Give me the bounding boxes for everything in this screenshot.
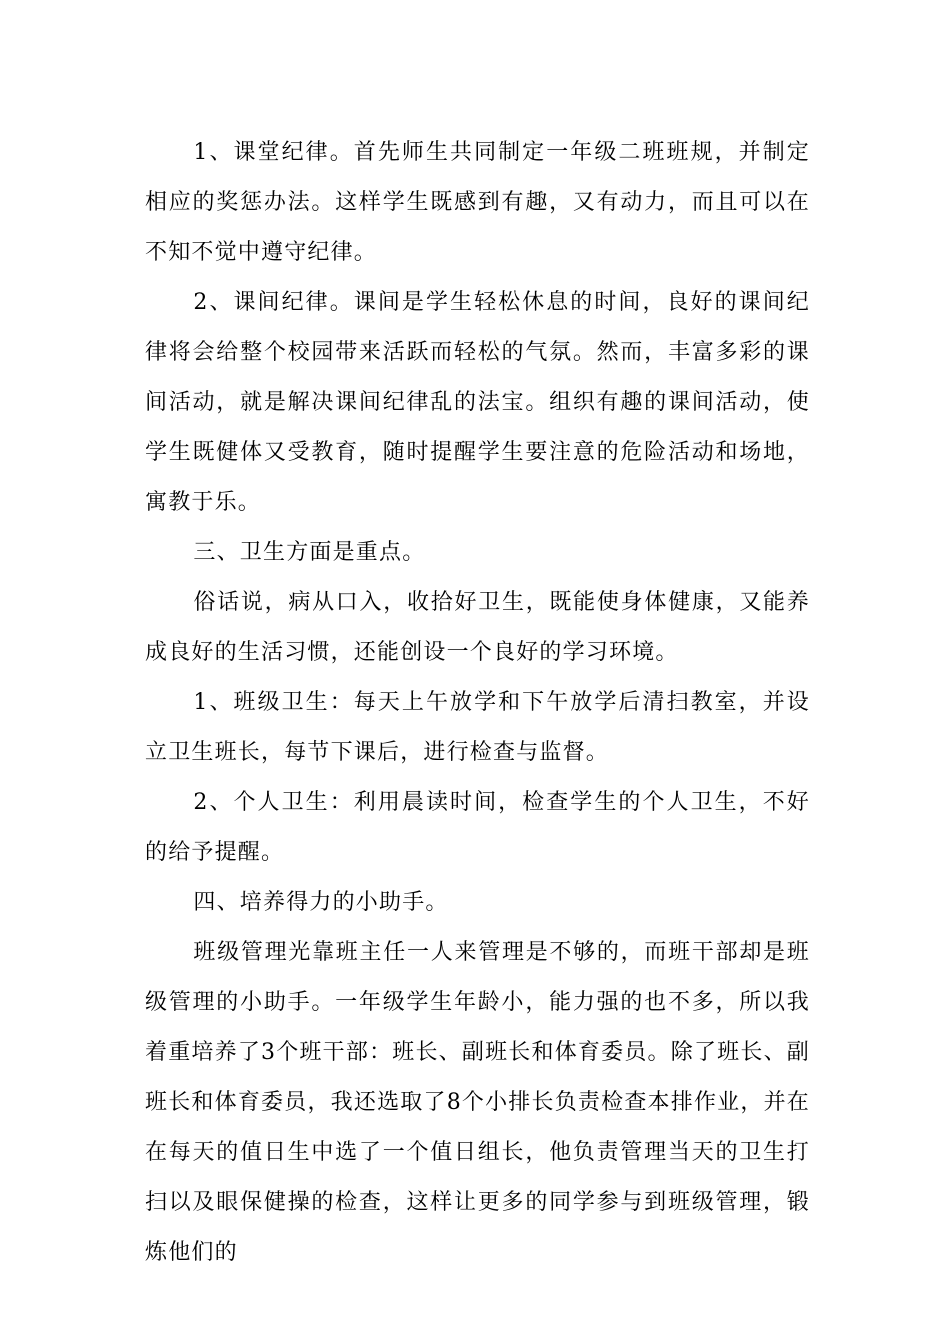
paragraph-hygiene-intro: 俗话说，病从口入，收拾好卫生，既能使身体健康，又能养成良好的生活习惯，还能创设一个良好的学习环境。 (145, 590, 810, 665)
paragraph-class-hygiene: 1、班级卫生：每天上午放学和下午放学后清扫教室，并设立卫生班长，每节下课后，进行检查与监督。 (145, 690, 810, 765)
heading-helpers: 四、培养得力的小助手。 (193, 890, 449, 915)
paragraph-break-discipline: 2、课间纪律。课间是学生轻松休息的时间，良好的课间纪律将会给整个校园带来活跃而轻松的气氛。然而，丰富多彩的课间活动，就是解决课间纪律乱的法宝。组织有趣的课间活动，使学生既健体又受教育，随时提醒学生要注意的危险活动和场地，寓教于乐。 (145, 290, 810, 515)
paragraph-classroom-discipline: 1、课堂纪律。首先师生共同制定一年级二班班规，并制定相应的奖惩办法。这样学生既感到有趣，又有动力，而且可以在不知不觉中遵守纪律。 (145, 140, 810, 265)
paragraph-personal-hygiene: 2、个人卫生：利用晨读时间，检查学生的个人卫生，不好的给予提醒。 (145, 790, 810, 865)
paragraph-class-cadres: 班级管理光靠班主任一人来管理是不够的，而班干部却是班级管理的小助手。一年级学生年龄小，能力强的也不多，所以我着重培养了3个班干部：班长、副班长和体育委员。除了班长、副班长和体育委员，我还选取了8个小排长负责检查本排作业，并在在每天的值日生中选了一个值日组长，他负责管理当天的卫生打扫以及眼保健操的检查，这样让更多的同学参与到班级管理，锻炼他们的 (145, 940, 810, 1265)
document-body (145, 128, 810, 1278)
heading-hygiene: 三、卫生方面是重点。 (193, 540, 426, 565)
